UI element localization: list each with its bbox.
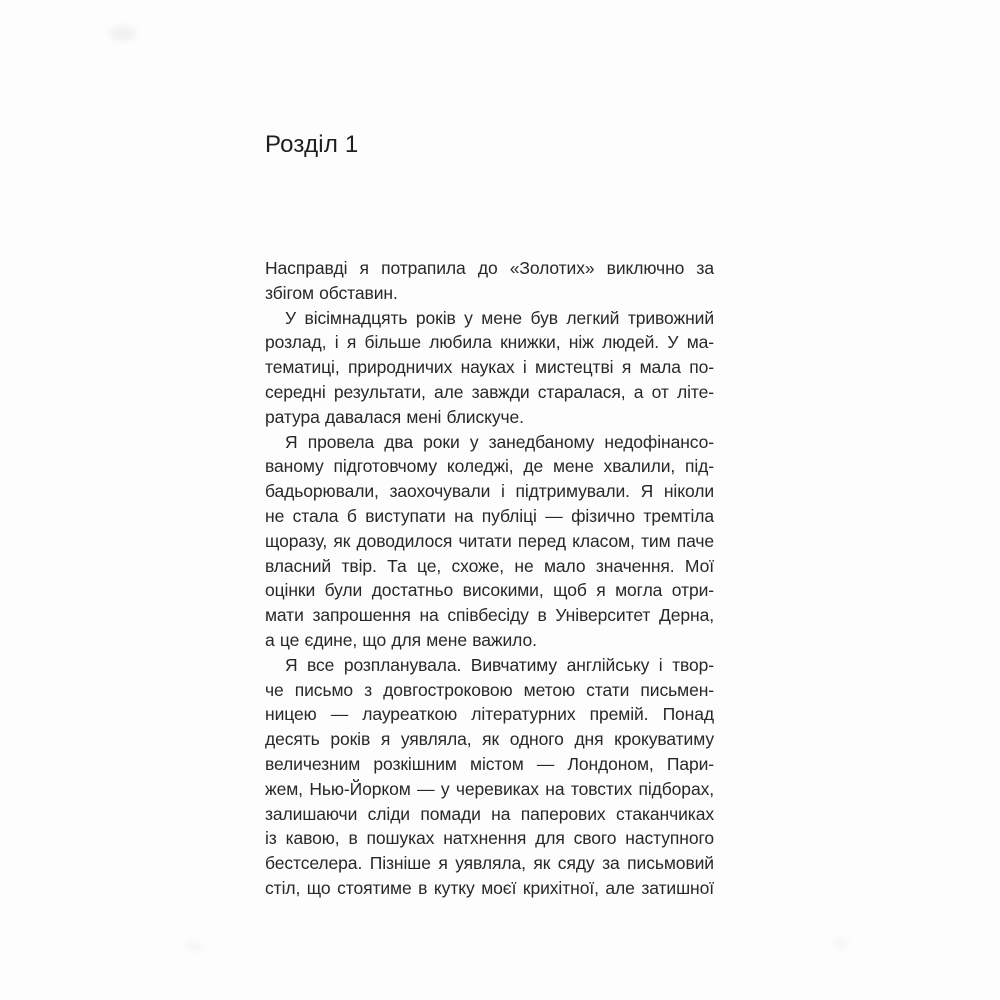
text-line: мати запрошення на співбесіду в Університет Дерна,: [265, 605, 714, 626]
text-column: [265, 0, 714, 1000]
text-line: із кавою, в пошуках натхнення для свого наступного: [265, 828, 714, 849]
paragraph: [265, 653, 714, 901]
chapter-title: Розділ 1: [265, 131, 359, 158]
text-line: власний твір. Та це, схоже, не мало значення. Мої: [265, 555, 714, 576]
text-line: збігом обставин.: [265, 282, 398, 303]
scan-artifact: [186, 942, 202, 951]
text-line: ваному підготовчому коледжі, де мене хвалили, під-: [265, 456, 714, 477]
text-line: бадьорювали, заохочували і підтримували. Я ніколи: [265, 481, 714, 502]
text-line: тематиці, природничих науках і мистецтві я мала по-: [265, 357, 714, 378]
paragraph: [265, 306, 714, 430]
text-line: стіл, що стоятиме в кутку моєї крихітної, але затишної: [265, 877, 714, 898]
scan-artifact: [110, 26, 136, 41]
body-text: [265, 256, 714, 901]
text-line: че письмо з довгостроковою метою стати письмен-: [265, 679, 714, 700]
scan-artifact: [834, 939, 848, 948]
text-line: У вісімнадцять років у мене був легкий тривожний: [285, 307, 714, 328]
text-line: розлад, і я більше любила книжки, ніж людей. У ма-: [265, 332, 714, 353]
text-line: величезним розкішним містом — Лондоном, Пари-: [265, 753, 714, 774]
text-line: десять років я уявляла, як одного дня крокуватиму: [265, 729, 714, 750]
text-line: щоразу, як доводилося читати перед класом, тим паче: [265, 530, 714, 551]
paragraph: [265, 430, 714, 653]
text-line: Насправді я потрапила до «Золотих» виключно за: [265, 258, 714, 278]
text-line: ратура давалася мені блискуче.: [265, 406, 524, 427]
text-line: залишаючи сліди помади на паперових стаканчиках: [265, 803, 714, 824]
text-line: середні результати, але завжди старалася, а от літе-: [265, 381, 714, 402]
text-line: оцінки були достатньо високими, щоб я могла отри-: [265, 580, 714, 601]
text-line: Я все розпланувала. Вивчатиму англійську і твор-: [285, 654, 714, 675]
text-line: жем, Нью-Йорком — у черевиках на товстих підборах,: [265, 778, 714, 799]
text-line: а це єдине, що для мене важило.: [265, 629, 537, 650]
text-line: не стала б виступати на публіці — фізично тремтіла: [265, 505, 714, 526]
text-line: бестселера. Пізніше я уявляла, як сяду за письмовий: [265, 853, 714, 874]
paragraph: [265, 256, 714, 306]
text-line: ницею — лауреаткою літературних премій. Понад: [265, 704, 714, 725]
text-line: Я провела два роки у занедбаному недофінансо-: [285, 431, 714, 452]
